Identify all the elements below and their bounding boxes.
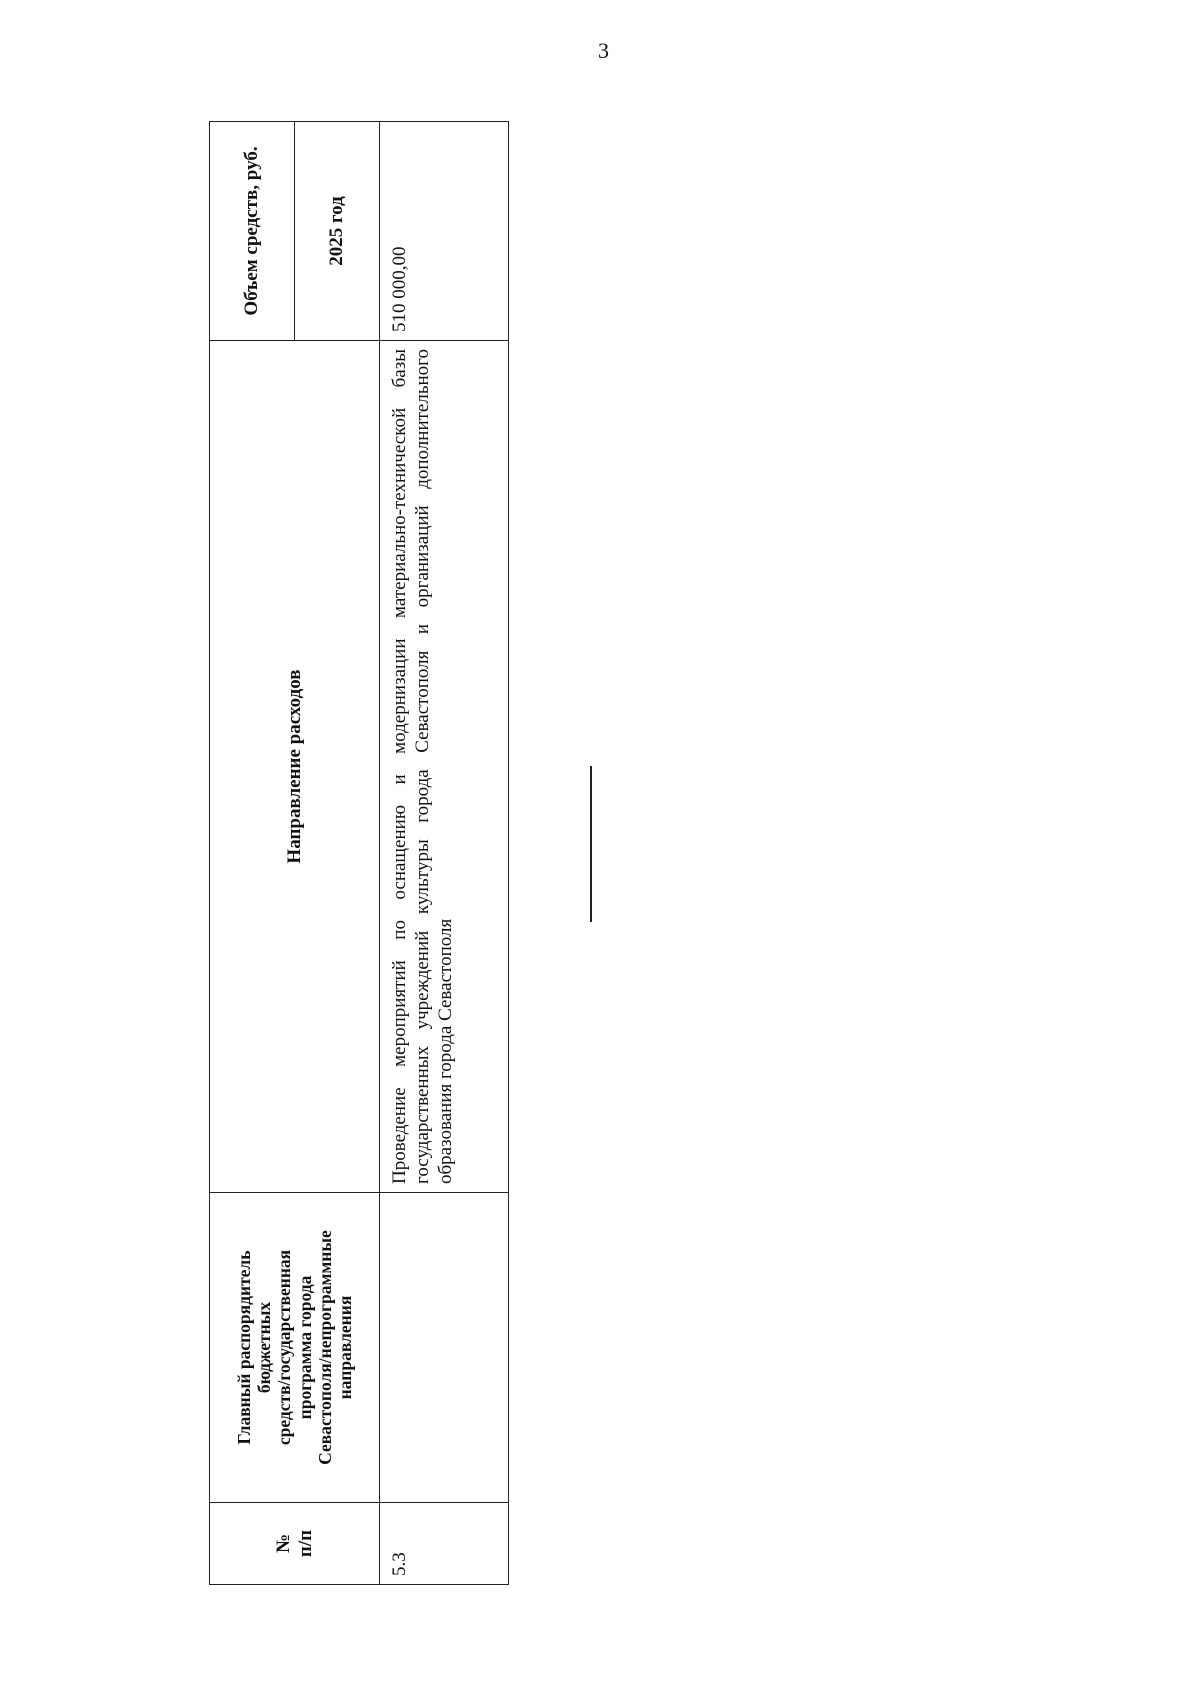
header-administrator-line1: Главный распорядитель xyxy=(234,1250,255,1445)
table-row xyxy=(380,122,508,1584)
header-number-line2: п/п xyxy=(294,1529,316,1558)
header-administrator-line3: средств/государственная xyxy=(274,1249,295,1446)
header-administrator-line2: бюджетных xyxy=(254,1301,275,1394)
row-number: 5.3 xyxy=(380,1502,508,1584)
page-number: 3 xyxy=(598,38,609,63)
table-header-row xyxy=(210,122,380,1584)
header-administrator-line5: Севастополя/непрограммные xyxy=(314,1230,335,1465)
end-divider-line xyxy=(590,766,592,922)
row-direction: Проведение мероприятий по оснащению и модернизации материально-технической базы государственных учреждений культуры города Севастополя и организаций дополнительного образования города Севастополя xyxy=(380,340,508,1192)
header-volume xyxy=(210,122,379,340)
row-amount: 510 000,00 xyxy=(389,246,410,332)
header-administrator xyxy=(210,1192,379,1502)
header-year: 2025 год xyxy=(325,196,347,266)
row-administrator xyxy=(380,1192,508,1502)
header-volume-label: Объем средств, руб. xyxy=(210,122,295,340)
header-number-line1: № xyxy=(272,1533,294,1554)
header-number xyxy=(210,1502,379,1584)
header-direction: Направление расходов xyxy=(210,340,379,1192)
expenditure-table xyxy=(209,121,509,1585)
header-administrator-line4: программа города xyxy=(294,1275,315,1420)
header-administrator-line6: направления xyxy=(334,1295,355,1400)
